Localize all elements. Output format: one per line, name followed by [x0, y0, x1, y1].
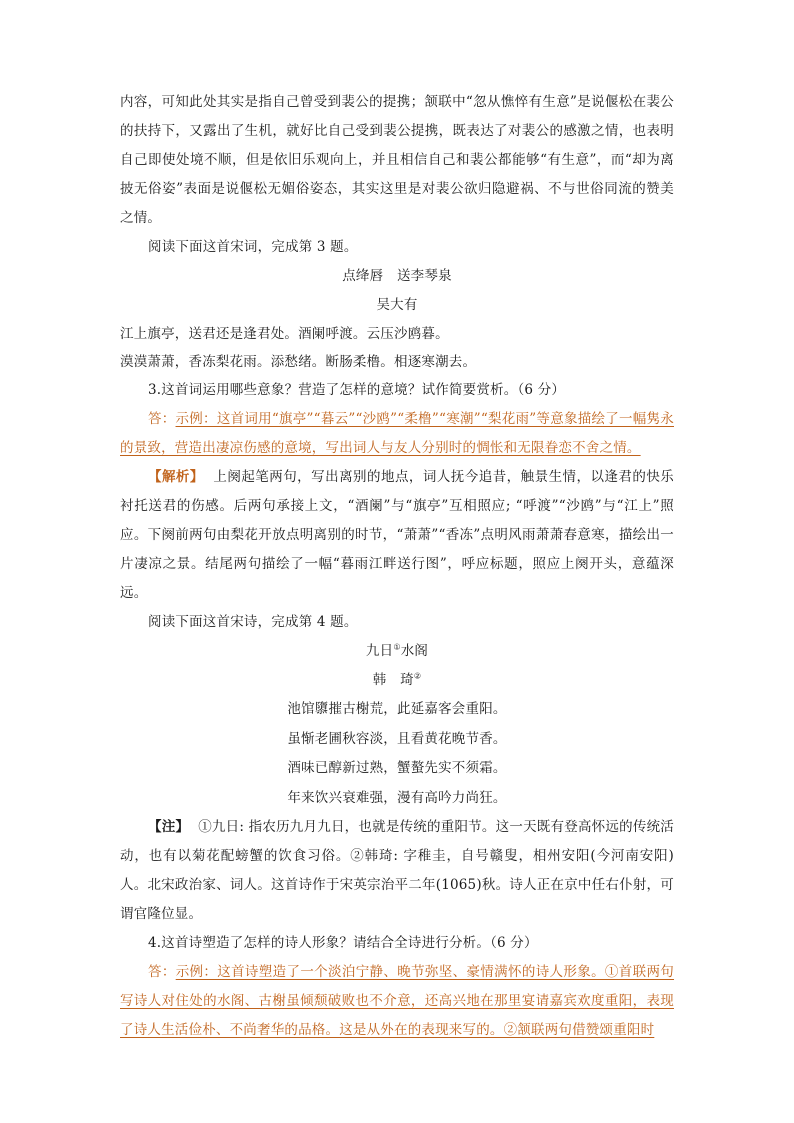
poem-author-note-marker: ②	[413, 671, 422, 681]
ci-title: 点绛唇 送李琴泉	[342, 268, 452, 284]
paragraph-analysis-2: 内容，可知此处其实是指自己曾受到裴公的提携；颔联中“忽从憔悴有生意”是说偃松在裴公的扶持下，又露出了生机，就好比自己受到裴公提携，既表达了对裴公的感激之情，也表明自己即使处境不顺，但是依旧乐观向上，并且相信自己和裴公都能够“有生意”，而“却为离披无俗姿”表面是说偃松无媚俗姿态，其实这里是对裴公欲归隐避祸、不与世俗同流的赞美之情。	[120, 94, 674, 226]
analysis-label: 【解析】	[148, 469, 204, 485]
notes-text: ①九日: 指农历九月九日，也就是传统的重阳节。这一天既有登高怀远的传统活动，也有以菊花配螃蟹的饮食习俗。②韩琦: 字稚圭，自号赣叟，相州安阳(今河南安阳)人。北宋政治家、词人。这首诗作于宋英宗治平二年(1065)秋。诗人正在京中任右仆射，可谓官隆位显。	[120, 819, 674, 922]
poem-title-rest: 水阁	[400, 643, 429, 659]
instruction-q3: 阅读下面这首宋词，完成第 3 题。	[148, 239, 358, 255]
answer-label: 答：	[148, 964, 176, 980]
document-page	[120, 88, 674, 1045]
analysis-3	[120, 463, 674, 608]
ci-author: 吴大有	[376, 297, 418, 313]
poem-line-1: 池馆隳摧古榭荒，此延嘉客会重阳。	[287, 701, 507, 717]
ci-line-2: 漠漠萧萧，香冻梨花雨。添愁绪。断肠柔橹。相逐寒潮去。	[120, 354, 477, 370]
poem-author	[120, 666, 674, 695]
question-3: 3.这首词运用哪些意象？营造了怎样的意境？试作简要赏析。（6 分）	[148, 382, 566, 398]
notes	[120, 813, 674, 929]
poem-line-3: 酒味已醇新过熟，蟹螯先实不须霜。	[287, 760, 507, 776]
notes-label: 【注】	[148, 819, 190, 835]
poem-title-note-marker: ①	[393, 642, 401, 652]
poem-title	[120, 637, 674, 666]
poem-title-main: 九日	[365, 643, 394, 659]
answer-4-text: 示例：这首诗塑造了一个淡泊宁静、晚节弥坚、豪情满怀的诗人形象。①首联两句写诗人对住处的水阁、古榭虽倾颓破败也不介意，还高兴地在那里宴请嘉宾欢度重阳，表现了诗人生活俭朴、不尚奢华的品格。这是从外在的表现来写的。②颔联两句借赞颂重阳时	[120, 964, 675, 1038]
answer-3	[120, 405, 674, 463]
answer-4	[120, 958, 674, 1045]
instruction-q4: 阅读下面这首宋诗，完成第 4 题。	[148, 614, 358, 630]
poem-line-4: 年来饮兴衰难强，漫有高吟力尚狂。	[287, 789, 507, 806]
answer-3-text: 示例：这首词用“旗亭”“暮云”“沙鸥”“柔橹”“寒潮”“梨花雨”等意象描绘了一幅隽永的景致，营造出凄凉伤感的意境，写出词人与友人分别时的惆怅和无限眷恋不舍之情。	[120, 411, 674, 456]
poem-line-2: 虽惭老圃秋容淡，且看黄花晚节香。	[287, 730, 507, 747]
ci-line-1: 江上旗亭，送君还是逢君处。酒阑呼渡。云压沙鸥暮。	[120, 326, 449, 342]
question-4: 4.这首诗塑造了怎样的诗人形象？请结合全诗进行分析。（6 分）	[148, 935, 538, 951]
answer-label: 答：	[148, 411, 176, 427]
analysis-3-text: 上阕起笔两句，写出离别的地点，词人抚今追昔，触景生情，以逢君的快乐衬托送君的伤感。后两句承接上文，“酒阑”与“旗亭”互相照应; “呼渡”“沙鸥”与“江上”照应。下阕前两句由梨花开放点明离别的时节，“萧萧”“香冻”点明风雨萧萧春意寒，描绘出一片凄凉之景。结尾两句描绘了一幅“暮雨江畔送行图”，呼应标题，照应上阕开头，意蕴深远。	[120, 469, 674, 601]
poem-author-name: 韩 琦	[372, 672, 414, 688]
